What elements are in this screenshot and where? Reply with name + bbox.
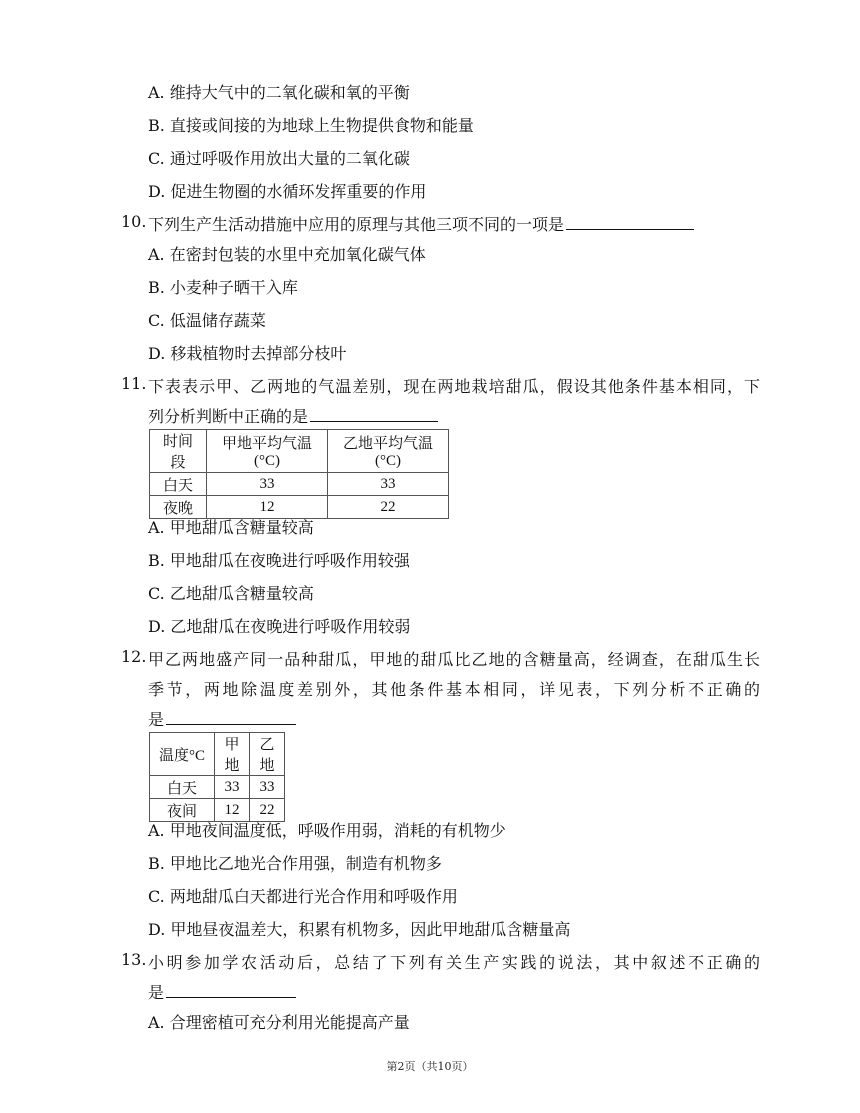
q12-stem-line2: 季节，两地除温度差别外，其他条件基本相同，详见表，下列分析不正确的 <box>148 680 760 699</box>
q11-temperature-table <box>149 429 449 519</box>
q10-option-d: D. 移栽植物时去掉部分枝叶 <box>148 344 347 363</box>
q10-answer-blank <box>566 215 694 230</box>
q11-number: 11. <box>121 374 147 393</box>
table-cell: 33 <box>250 776 285 799</box>
q11-option-a: A. 甲地甜瓜含糖量较高 <box>148 518 314 537</box>
table-header-cell: 乙地平均气温(°C) <box>328 430 449 473</box>
q13-number: 13. <box>121 950 147 969</box>
q13-stem-line1: 小明参加学农活动后，总结了下列有关生产实践的说法，其中叙述不正确的 <box>148 953 760 972</box>
q11-option-d: D. 乙地甜瓜在夜晚进行呼吸作用较弱 <box>148 617 411 636</box>
q9-option-d: D. 促进生物圈的水循环发挥重要的作用 <box>148 182 427 201</box>
table-cell: 白天 <box>150 776 215 799</box>
table-row <box>150 776 285 799</box>
q12-option-c: C. 两地甜瓜白天都进行光合作用和呼吸作用 <box>148 887 458 906</box>
q12-option-a: A. 甲地夜间温度低，呼吸作用弱，消耗的有机物少 <box>148 821 506 840</box>
q9-option-a: A. 维持大气中的二氧化碳和氧的平衡 <box>148 83 410 102</box>
q10-option-a: A. 在密封包装的水里中充加氧化碳气体 <box>148 245 426 264</box>
table-row <box>150 473 449 496</box>
table-cell: 白天 <box>150 473 207 496</box>
q11-option-b: B. 甲地甜瓜在夜晚进行呼吸作用较强 <box>148 551 410 570</box>
table-header-cell: 乙地 <box>250 733 285 776</box>
table-header-cell: 甲地平均气温(°C) <box>207 430 328 473</box>
q12-temperature-table <box>149 732 285 822</box>
q11-option-c: C. 乙地甜瓜含糖量较高 <box>148 584 314 603</box>
q11-stem-line2: 列分析判断中正确的是 <box>148 404 438 427</box>
q10-option-b: B. 小麦种子晒干入库 <box>148 278 298 297</box>
q12-number: 12. <box>121 647 147 666</box>
table-cell: 22 <box>328 496 449 519</box>
q9-option-b: B. 直接或间接的为地球上生物提供食物和能量 <box>148 116 474 135</box>
table-header-row <box>150 430 449 473</box>
page-footer: 第2页（共10页） <box>386 1060 474 1073</box>
q13-option-a: A. 合理密植可充分利用光能提高产量 <box>148 1013 410 1032</box>
table-cell: 12 <box>207 496 328 519</box>
q11-answer-blank <box>310 407 438 422</box>
table-cell: 33 <box>207 473 328 496</box>
table-cell: 33 <box>328 473 449 496</box>
table-header-cell: 温度°C <box>150 733 215 776</box>
q10-option-c: C. 低温储存蔬菜 <box>148 311 266 330</box>
q13-stem-line2: 是 <box>148 980 296 1003</box>
table-header-cell: 时间段 <box>150 430 207 473</box>
table-header-row <box>150 733 285 776</box>
q12-stem-line1: 甲乙两地盛产同一品种甜瓜，甲地的甜瓜比乙地的含糖量高，经调查，在甜瓜生长 <box>148 650 760 669</box>
table-cell: 33 <box>215 776 250 799</box>
q12-answer-blank <box>166 710 296 725</box>
q10-number: 10. <box>121 212 147 231</box>
table-cell: 12 <box>215 799 250 822</box>
table-cell: 22 <box>250 799 285 822</box>
table-cell: 夜晚 <box>150 496 207 519</box>
table-header-cell: 甲地 <box>215 733 250 776</box>
q11-stem-line1: 下表表示甲、乙两地的气温差别，现在两地栽培甜瓜，假设其他条件基本相同，下 <box>148 377 760 396</box>
q10-stem: 下列生产生活动措施中应用的原理与其他三项不同的一项是 <box>148 212 694 235</box>
q12-stem-line3: 是 <box>148 707 296 730</box>
table-cell: 夜间 <box>150 799 215 822</box>
q13-answer-blank <box>166 983 296 998</box>
q12-option-b: B. 甲地比乙地光合作用强，制造有机物多 <box>148 854 442 873</box>
q12-option-d: D. 甲地昼夜温差大，积累有机物多，因此甲地甜瓜含糖量高 <box>148 920 571 939</box>
q9-option-c: C. 通过呼吸作用放出大量的二氧化碳 <box>148 149 410 168</box>
